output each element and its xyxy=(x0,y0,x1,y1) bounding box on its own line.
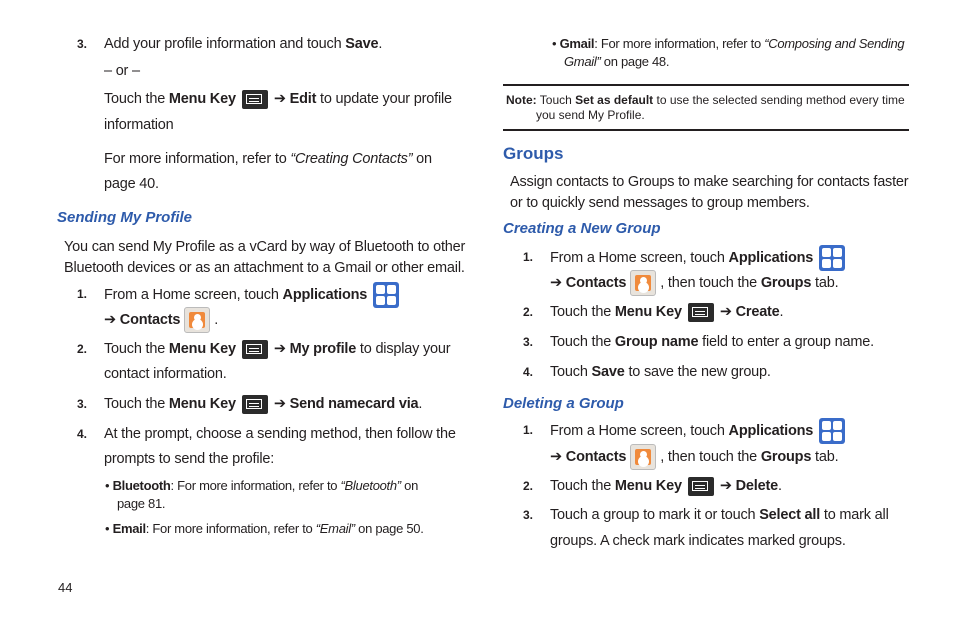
menu-key-icon xyxy=(242,340,268,359)
step-number: 2. xyxy=(77,342,88,356)
note-top-rule xyxy=(503,84,909,86)
bullet-item: • Bluetooth: For more information, refer to “Bluetooth” on xyxy=(105,478,418,493)
step-text: Touch the Menu Key ➔ Send namecard via. xyxy=(104,396,423,412)
paragraph: You can send My Profile as a vCard by way of Bluetooth to other xyxy=(64,239,466,255)
step-text: Touch the Menu Key ➔ Delete. xyxy=(550,478,782,494)
menu-key-icon xyxy=(688,303,714,322)
step-text: Touch the Group name field to enter a group name. xyxy=(550,334,874,350)
contacts-icon xyxy=(184,307,210,333)
step-text: contact information. xyxy=(104,366,227,382)
applications-icon xyxy=(819,418,845,444)
subsection-heading: Deleting a Group xyxy=(503,395,624,412)
paragraph: Assign contacts to Groups to make searching for contacts faster xyxy=(510,174,909,190)
step-number: 1. xyxy=(523,250,534,264)
bullet-item: • Gmail: For more information, refer to “Composing and Sending xyxy=(552,36,905,51)
step-number: 3. xyxy=(523,508,534,522)
step-text: Add your profile information and touch Save. xyxy=(104,36,383,52)
note-text: you send My Profile. xyxy=(536,108,645,122)
section-heading: Groups xyxy=(503,144,564,163)
paragraph: Bluetooth devices or as an attachment to a Gmail or other email. xyxy=(64,260,465,276)
step-text: ➔ Contacts , then touch the Groups tab. xyxy=(550,270,838,296)
menu-key-icon xyxy=(688,477,714,496)
step-text: Touch the Menu Key ➔ Edit to update your profile xyxy=(104,91,452,107)
step-text: At the prompt, choose a sending method, then follow the xyxy=(104,426,456,442)
step-text: Touch a group to mark it or touch Select all to mark all xyxy=(550,507,889,523)
bullet-item: page 81. xyxy=(117,496,166,511)
note-bottom-rule xyxy=(503,129,909,131)
bullet-item: • Email: For more information, refer to “Email” on page 50. xyxy=(105,521,424,536)
or-separator: – or – xyxy=(104,63,140,79)
reference-text: For more information, refer to “Creating Contacts” on xyxy=(104,151,432,167)
step-text: From a Home screen, touch Applications xyxy=(550,418,845,444)
step-text: Touch the Menu Key ➔ Create. xyxy=(550,304,784,320)
page-number: 44 xyxy=(58,580,73,595)
step-number: 3. xyxy=(77,397,88,411)
menu-key-icon xyxy=(242,90,268,109)
step-text: ➔ Contacts . xyxy=(104,307,218,333)
menu-key-icon xyxy=(242,395,268,414)
step-number: 4. xyxy=(77,427,88,441)
step-text: groups. A check mark indicates marked groups. xyxy=(550,533,846,549)
step-number: 2. xyxy=(523,305,534,319)
step-text: ➔ Contacts , then touch the Groups tab. xyxy=(550,444,838,470)
applications-icon xyxy=(373,282,399,308)
subsection-heading: Creating a New Group xyxy=(503,220,661,237)
step-number: 4. xyxy=(523,365,534,379)
step-text: Touch Save to save the new group. xyxy=(550,364,771,380)
note-text: Note: Touch Set as default to use the selected sending method every time xyxy=(506,93,905,107)
paragraph: or to quickly send messages to group members. xyxy=(510,195,810,211)
step-number: 1. xyxy=(523,423,534,437)
applications-icon xyxy=(819,245,845,271)
step-text: From a Home screen, touch Applications xyxy=(550,245,845,271)
step-text: information xyxy=(104,117,174,133)
contacts-icon xyxy=(630,270,656,296)
step-number: 2. xyxy=(523,479,534,493)
reference-text: page 40. xyxy=(104,176,159,192)
step-text: Touch the Menu Key ➔ My profile to display your xyxy=(104,341,451,357)
contacts-icon xyxy=(630,444,656,470)
step-number: 3. xyxy=(77,37,88,51)
step-number: 3. xyxy=(523,335,534,349)
bullet-item: Gmail” on page 48. xyxy=(564,54,670,69)
step-text: prompts to send the profile: xyxy=(104,451,275,467)
step-number: 1. xyxy=(77,287,88,301)
section-heading: Sending My Profile xyxy=(57,209,193,226)
step-text: From a Home screen, touch Applications xyxy=(104,282,399,308)
